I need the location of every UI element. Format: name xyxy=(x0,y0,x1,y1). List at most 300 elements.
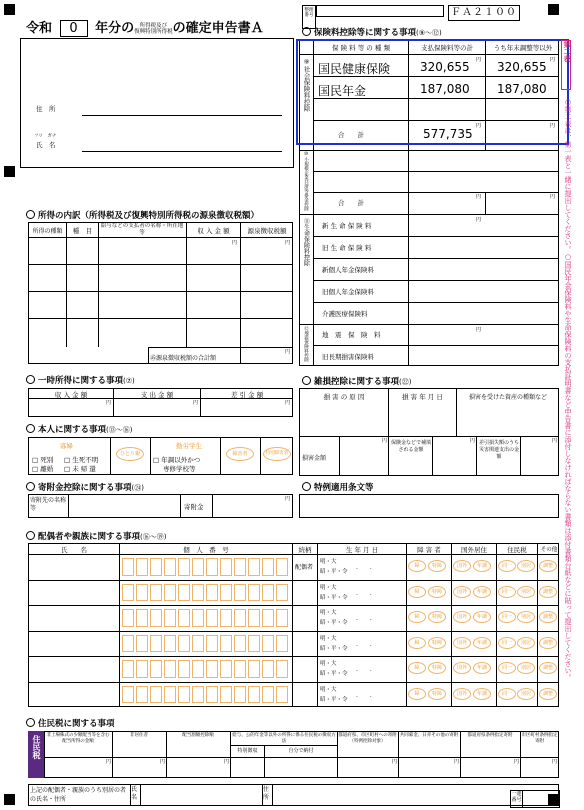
divider xyxy=(148,347,149,364)
dependent-flag[interactable]: 国外 xyxy=(453,662,471,674)
mynumber-digit-cell[interactable] xyxy=(136,558,148,576)
mynumber-digit-cell[interactable] xyxy=(178,660,190,678)
dependent-flag[interactable]: 障 xyxy=(408,611,426,623)
quake-row-label: 地 震 保 険 料 xyxy=(322,331,381,339)
date-dots: . . xyxy=(356,564,372,571)
dependent-flag[interactable]: 調整 xyxy=(539,637,557,649)
name-label: 氏 名 xyxy=(36,141,56,149)
dependent-flag[interactable]: 障 xyxy=(408,662,426,674)
address-line[interactable] xyxy=(82,115,282,116)
date-dots: . . xyxy=(356,615,372,622)
insurance-type-1[interactable]: 国民健康保険 xyxy=(318,62,391,76)
total-label-10: 合 計 xyxy=(338,199,364,207)
dependent-flag[interactable]: 国外 xyxy=(453,611,471,623)
yen-unit: 円 xyxy=(476,123,482,129)
mynumber-digit-cell[interactable] xyxy=(220,635,232,653)
mynumber-digit-cell[interactable] xyxy=(164,558,176,576)
yen-unit: 円 xyxy=(470,438,476,444)
registration-mark xyxy=(4,166,15,177)
divider xyxy=(260,437,261,475)
resident-tax-col: 非居住者 xyxy=(130,733,148,738)
divider xyxy=(272,784,273,806)
title-small-1: 所得税及び xyxy=(139,22,168,29)
yen-unit: 円 xyxy=(476,194,482,200)
dependent-flag[interactable]: 障 xyxy=(408,586,426,598)
temporary-income-title: 一時所得に関する事項(⑦) xyxy=(26,374,135,386)
divider xyxy=(28,605,559,606)
dependents-title: 配偶者や親族に関する事項(⑯〜⑲) xyxy=(26,530,166,542)
divider xyxy=(28,682,559,683)
era-label: 明・大 xyxy=(320,635,337,642)
resident-tax-col: 都道府県、市区町村への寄附（特例控除対象） xyxy=(338,733,397,744)
mynumber-digit-cell[interactable] xyxy=(122,686,134,704)
mynumber-digit-cell[interactable] xyxy=(234,660,246,678)
mynumber-digit-cell[interactable] xyxy=(136,584,148,602)
registration-mark xyxy=(4,4,15,15)
divider xyxy=(28,631,559,632)
col-dep-birthdate: 生 年 月 日 xyxy=(345,546,379,554)
mynumber-digit-cell[interactable] xyxy=(220,609,232,627)
highlight-box xyxy=(296,39,569,145)
mynumber-digit-cell[interactable] xyxy=(136,686,148,704)
dependent-flag[interactable]: 年調 xyxy=(473,637,491,649)
insurance-compensation-label: 保険金などで補填される金額 xyxy=(390,440,431,453)
dependent-flag[interactable]: 国外 xyxy=(453,586,471,598)
school-label: 専修学校等 xyxy=(163,465,196,473)
row-label-small-business: ⑩小規模企業共済等掛金控除 xyxy=(303,152,309,211)
mynumber-digit-cell[interactable] xyxy=(248,660,260,678)
mynumber-digit-cell[interactable] xyxy=(178,609,190,627)
divider xyxy=(485,192,486,214)
special-collection-label[interactable]: 特別徴収 xyxy=(237,748,258,754)
furigana-label: フリ ガナ xyxy=(34,134,57,139)
mynumber-digit-cell[interactable] xyxy=(234,609,246,627)
mynumber-digit-cell[interactable] xyxy=(206,609,218,627)
mynumber-digit-cell[interactable] xyxy=(150,686,162,704)
divider xyxy=(299,150,559,151)
divider xyxy=(313,302,559,303)
era-label: 昭・平・令 xyxy=(320,696,348,703)
bereaved-checkbox[interactable]: □ 死別 xyxy=(32,456,54,464)
col-dep-disabled: 障 害 者 xyxy=(417,546,441,554)
divider xyxy=(28,318,293,319)
dependent-flag[interactable]: 同一 xyxy=(498,688,516,700)
divider xyxy=(110,437,111,475)
insurance-total-value[interactable]: 577,735 xyxy=(423,127,473,141)
yen-unit: 円 xyxy=(285,496,291,502)
divider xyxy=(313,280,559,281)
dependent-flag[interactable]: 調整 xyxy=(539,611,557,623)
dependent-flag[interactable]: 障 xyxy=(408,688,426,700)
yen-unit: 円 xyxy=(193,400,199,406)
col-category: 種 目 xyxy=(72,227,93,235)
name-line[interactable] xyxy=(82,151,282,152)
withholding-total-label: ㊺源泉徴収税額の合計額 xyxy=(150,355,217,362)
col-dep-relation: 続柄 xyxy=(298,546,312,554)
divider xyxy=(28,264,293,265)
divider xyxy=(28,291,293,292)
seiri-number-field[interactable] xyxy=(316,5,444,17)
col-temp-income: 収 入 金 額 xyxy=(54,391,88,399)
mynumber-digit-cell[interactable] xyxy=(150,558,162,576)
mynumber-digit-cell[interactable] xyxy=(206,635,218,653)
registration-mark xyxy=(548,4,559,15)
insurance-section-title: 保険料控除等に関する事項(⑨〜⑫) xyxy=(302,26,442,38)
col-temp-expense: 支 出 金 額 xyxy=(140,391,174,399)
address-label: 住 所 xyxy=(36,105,56,113)
divider xyxy=(186,222,187,347)
mynumber-digit-cell[interactable] xyxy=(192,609,204,627)
divider xyxy=(313,171,559,172)
insurance-paid-2[interactable]: 187,080 xyxy=(420,82,470,96)
divider xyxy=(230,745,337,746)
divider xyxy=(313,236,559,237)
mynumber-digit-cell[interactable] xyxy=(206,558,218,576)
dependent-flag[interactable]: 同一 xyxy=(498,662,516,674)
mynumber-digit-cell[interactable] xyxy=(150,635,162,653)
insurance-exc-2[interactable]: 187,080 xyxy=(497,82,547,96)
title-prefix: 令和 xyxy=(26,21,53,36)
col-damage-cause: 損 害 の 原 因 xyxy=(323,393,365,401)
mynumber-digit-cell[interactable] xyxy=(262,635,274,653)
dependent-flag[interactable]: 国外 xyxy=(453,637,471,649)
mynumber-digit-cell[interactable] xyxy=(234,635,246,653)
dependent-flag[interactable]: 特障 xyxy=(428,662,446,674)
col-income-type: 所得の種類 xyxy=(32,228,63,235)
divider xyxy=(28,580,559,581)
divider xyxy=(28,656,559,657)
col-excluding-year-end: うち年末調整等以外 xyxy=(493,44,553,52)
dependent-flag[interactable]: 別居 xyxy=(517,637,535,649)
mynumber-digit-cell[interactable] xyxy=(192,635,204,653)
era-label: 昭・平・令 xyxy=(320,569,348,575)
divider xyxy=(313,258,559,259)
era-label: 明・大 xyxy=(320,686,337,693)
title-mid: 年分の xyxy=(95,21,135,36)
resident-tax-title: 住民税に関する事項 xyxy=(26,717,115,729)
title-suffix: の確定申告書Ａ xyxy=(172,21,264,36)
mynumber-digit-cell[interactable] xyxy=(164,660,176,678)
casualty-title: 雑損控除に関する事項(㉒) xyxy=(302,375,411,387)
dependent-flag[interactable]: 別居 xyxy=(517,611,535,623)
mynumber-digit-cell[interactable] xyxy=(192,558,204,576)
mynumber-digit-cell[interactable] xyxy=(248,635,260,653)
divider xyxy=(388,436,389,476)
col-dep-mynumber: 個 人 番 号 xyxy=(183,546,229,554)
registration-mark xyxy=(4,794,15,805)
disaster-expense-label: 差引損失額のうち災害関連支出の金額 xyxy=(478,440,519,460)
form-code: ＦＡ２１００ xyxy=(448,5,520,21)
mynumber-digit-cell[interactable] xyxy=(164,609,176,627)
yen-unit: 円 xyxy=(550,57,556,63)
separate-name-label: 氏名 xyxy=(131,786,138,801)
mynumber-digit-cell[interactable] xyxy=(178,584,190,602)
mynumber-digit-cell[interactable] xyxy=(248,609,260,627)
mynumber-digit-cell[interactable] xyxy=(206,584,218,602)
dependent-flag[interactable]: 同一 xyxy=(498,611,516,623)
single-parent-label[interactable]: ひとり親 xyxy=(116,447,144,461)
dependent-flag[interactable]: 同一 xyxy=(498,637,516,649)
col-temp-net: 差 引 金 額 xyxy=(230,391,264,399)
mynumber-digit-cell[interactable] xyxy=(220,584,232,602)
mynumber-digit-cell[interactable] xyxy=(164,584,176,602)
era-label: 明・大 xyxy=(320,584,337,591)
yen-unit: 円 xyxy=(285,349,291,355)
mynumber-digit-cell[interactable] xyxy=(262,686,274,704)
col-dep-name: 氏 名 xyxy=(61,546,87,554)
divider xyxy=(220,437,221,475)
disabled-label[interactable]: 障害者 xyxy=(226,447,254,461)
col-insurance-type: 保 険 料 等 の 種 類 xyxy=(332,44,390,52)
not-returned-checkbox[interactable]: □ 未 帰 還 xyxy=(64,465,96,473)
divider xyxy=(313,192,559,193)
special-title: 特例適用条文等 xyxy=(302,481,374,493)
resident-tax-col: 非上場株式の少額配当等を含む配当所得の金額 xyxy=(46,733,110,744)
resident-tax-col: 都道府県条例指定寄附 xyxy=(467,733,513,738)
yen-unit: 円 xyxy=(476,217,482,223)
dependent-flag[interactable]: 調整 xyxy=(539,586,557,598)
dependent-flag[interactable]: 調整 xyxy=(539,662,557,674)
dependent-flag[interactable]: 特障 xyxy=(428,586,446,598)
divider xyxy=(212,494,213,518)
mynumber-digit-cell[interactable] xyxy=(192,660,204,678)
mynumber-digit-cell[interactable] xyxy=(178,558,190,576)
mynumber-digit-cell[interactable] xyxy=(262,558,274,576)
income-detail-table xyxy=(28,222,293,364)
dependent-flag[interactable]: 特障 xyxy=(428,688,446,700)
yen-unit: 円 xyxy=(476,327,482,333)
seiri-label: 整理番号 xyxy=(304,8,314,18)
mynumber-digit-cell[interactable] xyxy=(122,609,134,627)
col-damage-date: 損 害 年 月 日 xyxy=(402,393,443,401)
divider xyxy=(240,222,241,364)
mynumber-digit-cell[interactable] xyxy=(234,558,246,576)
dependent-flag[interactable]: 年調 xyxy=(473,586,491,598)
widow-label: 寡婦 xyxy=(60,442,73,450)
unknown-checkbox[interactable]: □ 生死不明 xyxy=(64,456,99,464)
divider xyxy=(313,345,559,346)
renban-box xyxy=(510,790,560,808)
divider xyxy=(44,757,559,758)
dependent-flag[interactable]: 同一 xyxy=(498,586,516,598)
divider xyxy=(28,237,293,238)
dependent-flag[interactable]: 国外 xyxy=(453,560,471,572)
insurance-total-label: 合 計 xyxy=(338,131,364,139)
mynumber-digit-cell[interactable] xyxy=(276,635,288,653)
life-row-label: 介護医療保険料 xyxy=(322,310,368,318)
mynumber-digit-cell[interactable] xyxy=(262,584,274,602)
personal-info-box xyxy=(20,38,294,168)
donation-amount-label: 寄附金 xyxy=(184,503,204,511)
col-damaged-asset: 損害を受けた資産の種類など xyxy=(468,394,547,401)
dependent-flag[interactable]: 調整 xyxy=(539,688,557,700)
mynumber-digit-cell[interactable] xyxy=(262,660,274,678)
dependent-flag[interactable]: 障 xyxy=(408,560,426,572)
mynumber-digit-cell[interactable] xyxy=(206,660,218,678)
yen-unit: 円 xyxy=(454,759,460,765)
era-label: 昭・平・令 xyxy=(320,594,348,601)
renban-label: 一連番号 xyxy=(511,791,523,807)
divider xyxy=(98,222,99,347)
yen-unit: 円 xyxy=(106,759,112,765)
self-section-title: 本人に関する事項(⑬〜⑯) xyxy=(26,423,132,435)
row-label-earthquake: ⑫地震保険料控除 xyxy=(303,326,309,362)
divider xyxy=(140,784,141,806)
row-label-life-insurance: ⑪生命保険料控除 xyxy=(302,218,310,266)
divider xyxy=(432,436,433,476)
mynumber-digit-cell[interactable] xyxy=(150,660,162,678)
mynumber-digit-cell[interactable] xyxy=(276,558,288,576)
dependent-flag[interactable]: 同一 xyxy=(498,560,516,572)
mynumber-digit-cell[interactable] xyxy=(122,558,134,576)
yen-unit: 円 xyxy=(514,759,520,765)
special-table[interactable] xyxy=(299,494,559,518)
divider xyxy=(476,436,477,476)
col-payer: 給与などの支払者の名称・所在地等 xyxy=(100,223,184,236)
title-small-2: 復興特別所得税 xyxy=(134,28,173,35)
dependent-flag[interactable]: 別居 xyxy=(517,662,535,674)
mynumber-digit-cell[interactable] xyxy=(122,635,134,653)
life-row-label: 旧 生 命 保 険 料 xyxy=(322,244,372,252)
divider xyxy=(339,436,340,476)
yen-unit: 円 xyxy=(382,438,388,444)
mynumber-digit-cell[interactable] xyxy=(136,609,148,627)
yen-unit: 円 xyxy=(285,400,291,406)
dependent-flag[interactable]: 特障 xyxy=(428,611,446,623)
mynumber-digit-cell[interactable] xyxy=(234,686,246,704)
yen-unit: 円 xyxy=(285,240,291,246)
insurance-paid-1[interactable]: 320,655 xyxy=(420,60,470,74)
dependent-flag[interactable]: 別居 xyxy=(517,586,535,598)
quake-row-label: 旧長期損害保険料 xyxy=(322,353,374,361)
date-dots: . . xyxy=(356,666,372,673)
side-note: ○第二表は、第一表と一緒に提出してください。○国民年金保険料や生命保険料の支払証明書など申告書に添付しなければならない書類は添付書類台紙などに貼って提出してください。 xyxy=(564,98,572,681)
resident-tax-col: 市区町村条例指定寄附 xyxy=(521,733,558,744)
mynumber-digit-cell[interactable] xyxy=(248,558,260,576)
dependent-flag[interactable]: 障 xyxy=(408,637,426,649)
dependent-flag[interactable]: 年調 xyxy=(473,560,491,572)
era-label: 昭・平・令 xyxy=(320,645,348,652)
mynumber-digit-cell[interactable] xyxy=(234,584,246,602)
mynumber-digit-cell[interactable] xyxy=(136,635,148,653)
mynumber-digit-cell[interactable] xyxy=(122,584,134,602)
resident-tax-col: 共同募金、日赤その他の寄附 xyxy=(399,733,459,738)
mynumber-digit-cell[interactable] xyxy=(248,686,260,704)
col-income-amount: 収 入 金 額 xyxy=(197,227,230,235)
mynumber-digit-cell[interactable] xyxy=(220,660,232,678)
divider xyxy=(28,554,559,555)
income-detail-title: 所得の内訳（所得税及び復興特別所得税の源泉徴収税額） xyxy=(26,209,259,221)
dependent-flag[interactable]: 調整 xyxy=(539,560,557,572)
mynumber-digit-cell[interactable] xyxy=(164,686,176,704)
mynumber-digit-cell[interactable] xyxy=(220,558,232,576)
yen-unit: 円 xyxy=(550,123,556,129)
insurance-type-2[interactable]: 国民年金 xyxy=(318,84,367,98)
mynumber-digit-cell[interactable] xyxy=(164,635,176,653)
mynumber-digit-cell[interactable] xyxy=(206,686,218,704)
mynumber-digit-cell[interactable] xyxy=(178,635,190,653)
divider xyxy=(68,494,69,518)
mynumber-digit-cell[interactable] xyxy=(276,609,288,627)
mynumber-digit-cell[interactable] xyxy=(136,660,148,678)
working-student-label: 勤労学生 xyxy=(176,442,202,450)
divider xyxy=(520,436,521,476)
year-box[interactable]: 0 xyxy=(60,20,88,37)
col-dep-other: その他 xyxy=(540,547,558,553)
life-row-label: 新 生 命 保 険 料 xyxy=(322,222,372,230)
spouse-label: 配偶者 xyxy=(295,564,314,571)
row-label-social-insurance: ⑨社会保険料控除 xyxy=(302,58,311,112)
mynumber-digit-cell[interactable] xyxy=(248,584,260,602)
mynumber-digit-cell[interactable] xyxy=(192,584,204,602)
separate-residence-label: 上記の配偶者・親族のうち別居の者の氏名・住所 xyxy=(30,787,127,803)
dependent-flag[interactable]: 特障 xyxy=(428,560,446,572)
mynumber-digit-cell[interactable] xyxy=(220,686,232,704)
insurance-exc-1[interactable]: 320,655 xyxy=(497,60,547,74)
dependent-flag[interactable]: 年調 xyxy=(473,611,491,623)
divorced-checkbox[interactable]: □ 離婚 xyxy=(32,465,54,473)
dependent-flag[interactable]: 別居 xyxy=(517,688,535,700)
yen-unit: 円 xyxy=(550,194,556,200)
resident-tax-col: 配当割額控除額 xyxy=(182,733,214,738)
dependent-flag[interactable]: 国外 xyxy=(453,688,471,700)
yen-unit: 円 xyxy=(392,759,398,765)
mynumber-digit-cell[interactable] xyxy=(262,609,274,627)
divider xyxy=(66,222,67,347)
donation-title: 寄附金控除に関する事項(㉔) xyxy=(26,481,144,493)
era-label: 明・大 xyxy=(320,610,337,616)
dependent-flag[interactable]: 特障 xyxy=(428,637,446,649)
mynumber-digit-cell[interactable] xyxy=(122,660,134,678)
era-label: 明・大 xyxy=(320,661,337,667)
date-dots: . . xyxy=(356,640,372,648)
resident-tax-tab: 住民税 xyxy=(28,731,44,778)
yen-unit: 円 xyxy=(232,240,238,246)
divider xyxy=(150,437,151,475)
date-dots: . . xyxy=(356,691,372,699)
yen-unit: 円 xyxy=(476,57,482,63)
era-label: 明・大 xyxy=(320,559,337,565)
self-payment-label[interactable]: 自分で納付 xyxy=(288,748,314,754)
mynumber-digit-cell[interactable] xyxy=(178,686,190,704)
mynumber-digit-cell[interactable] xyxy=(150,584,162,602)
yen-unit: 円 xyxy=(224,759,230,765)
mynumber-digit-cell[interactable] xyxy=(150,609,162,627)
yen-unit: 円 xyxy=(106,400,112,406)
dependent-flag[interactable]: 年調 xyxy=(473,688,491,700)
school-checkbox[interactable]: □ 年調以外かつ xyxy=(153,456,201,464)
divider xyxy=(180,494,181,518)
yen-unit: 円 xyxy=(552,438,558,444)
col-dep-resident: 住民税 xyxy=(507,546,527,554)
era-label: 昭・平・令 xyxy=(320,620,348,626)
mynumber-digit-cell[interactable] xyxy=(276,686,288,704)
divider xyxy=(299,214,559,215)
resident-tax-col: 給与、公的年金等以外の所得に係る住民税の徴収方法 xyxy=(232,733,336,744)
dependent-flag[interactable]: 年調 xyxy=(473,662,491,674)
special-disabled-label[interactable]: 特別障害者 xyxy=(263,447,291,461)
life-row-label: 旧個人年金保険料 xyxy=(322,288,374,296)
dependent-flag[interactable]: 別居 xyxy=(517,560,535,572)
col-paid-total: 支払保険料等の計 xyxy=(421,44,473,52)
mynumber-digit-cell[interactable] xyxy=(276,584,288,602)
col-dep-overseas: 国外居住 xyxy=(461,546,487,554)
mynumber-digit-cell[interactable] xyxy=(276,660,288,678)
yen-unit: 円 xyxy=(160,759,166,765)
form-title xyxy=(26,17,264,37)
yen-unit: 円 xyxy=(552,759,558,765)
mynumber-digit-cell[interactable] xyxy=(192,686,204,704)
